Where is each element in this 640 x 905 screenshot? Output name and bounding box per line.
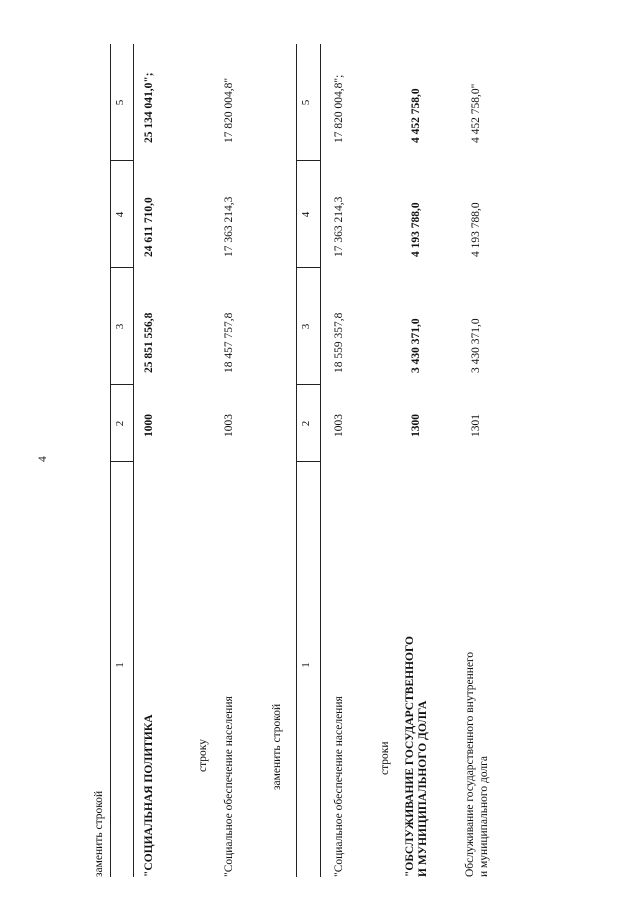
row-col-4: 24 611 710,0	[143, 197, 155, 257]
header-col-5: 5	[114, 99, 126, 106]
instruction-replace-2: заменить строкой	[271, 703, 283, 790]
header-col-1: 1	[300, 662, 312, 668]
row-name-line-1: "ОБСЛУЖИВАНИЕ ГОСУДАРСТВЕННОГО	[404, 636, 416, 877]
row-name-line-2: и муниципального долга	[478, 756, 490, 877]
row-col-4: 4 193 788,0	[410, 202, 422, 257]
page-number: 4	[37, 456, 49, 462]
row-col-3: 25 851 556,8	[143, 312, 155, 373]
label-rows-to-replace: строки	[379, 741, 391, 775]
row-name: "Социальное обеспечение населения	[333, 696, 345, 877]
row-col-3: 3 430 371,0	[470, 318, 482, 373]
label-row-to-replace: строку	[197, 739, 209, 772]
row-col-5: 17 820 004,8"	[223, 77, 235, 143]
row-col-5: 25 134 041,0";	[143, 72, 155, 143]
row-col-5: 17 820 004,8";	[333, 74, 345, 143]
row-col-3: 18 559 357,8	[333, 312, 345, 373]
row-name-line-2: И МУНИЦИПАЛЬНОГО ДОЛГА	[417, 700, 429, 877]
row-name: "СОЦИАЛЬНАЯ ПОЛИТИКА	[143, 714, 155, 877]
row-code: 1003	[333, 414, 345, 437]
row-col-4: 4 193 788,0	[470, 202, 482, 257]
row-name-line-1: Обслуживание государственного внутреннего	[464, 651, 476, 877]
header-col-4: 4	[300, 211, 312, 218]
row-col-4: 17 363 214,3	[333, 196, 345, 257]
header-col-5: 5	[300, 99, 312, 106]
row-col-3: 18 457 757,8	[223, 312, 235, 373]
row-code: 1301	[470, 414, 482, 437]
header-col-3: 3	[300, 323, 312, 330]
header-col-2: 2	[114, 420, 126, 427]
instruction-replace-1: заменить строкой	[93, 790, 105, 877]
row-col-4: 17 363 214,3	[223, 196, 235, 257]
header-col-2: 2	[300, 420, 312, 427]
row-code: 1300	[410, 414, 422, 437]
header-col-3: 3	[114, 323, 126, 330]
row-code: 1000	[143, 414, 155, 437]
row-code: 1003	[223, 414, 235, 437]
header-col-1: 1	[114, 662, 126, 668]
row-name: "Социальное обеспечение населения	[223, 696, 235, 877]
row-col-5: 4 452 758,0	[410, 88, 422, 143]
header-col-4: 4	[114, 211, 126, 218]
row-col-3: 3 430 371,0	[410, 318, 422, 373]
row-col-5: 4 452 758,0"	[470, 83, 482, 143]
